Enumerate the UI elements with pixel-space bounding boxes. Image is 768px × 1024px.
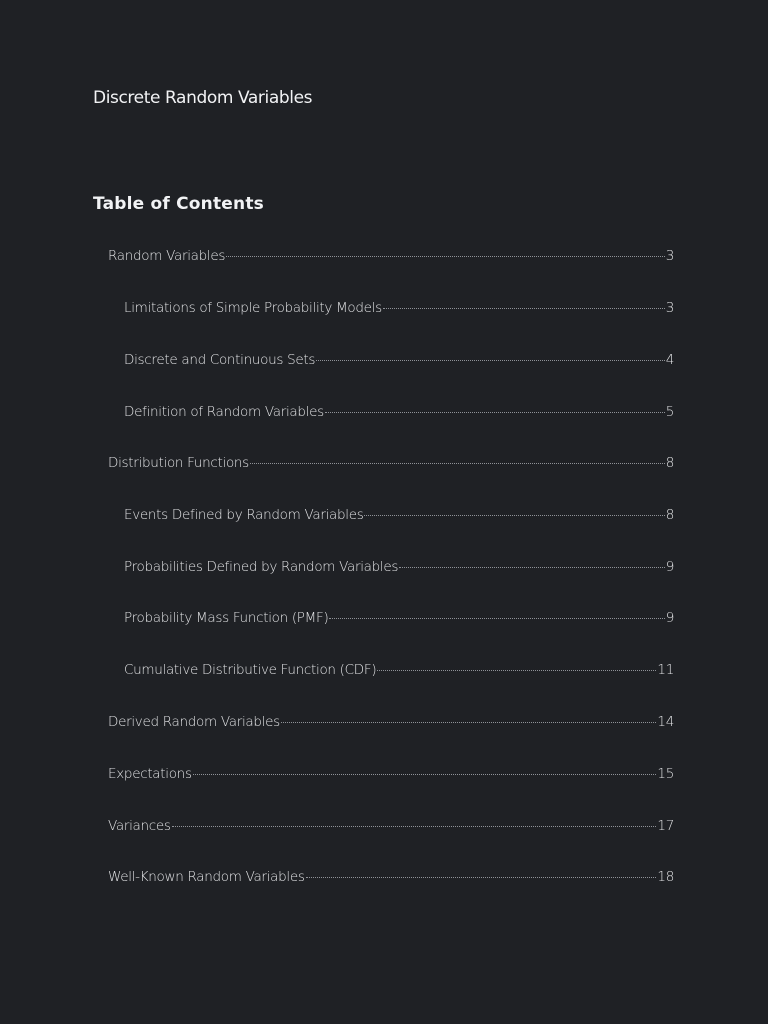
toc-entry-page: 3 <box>665 300 674 316</box>
toc-entry-variances[interactable] <box>108 818 674 838</box>
toc-entry-page: 8 <box>665 507 674 523</box>
toc-dot-leader <box>316 360 665 361</box>
toc-entry-page: 15 <box>657 766 674 782</box>
toc-entry-page: 18 <box>657 869 674 885</box>
toc-entry-cumulative-distributive-function[interactable] <box>124 662 674 682</box>
toc-entry-well-known-random-variables[interactable] <box>108 869 674 889</box>
toc-entry-distribution-functions[interactable] <box>108 455 674 475</box>
toc-entry-label: Derived Random Variables <box>108 714 280 730</box>
toc-entry-label: Probability Mass Function (PMF) <box>124 610 329 626</box>
toc-entry-expectations[interactable] <box>108 766 674 786</box>
toc-entry-probabilities-defined-by-random-variables[interactable] <box>124 559 674 579</box>
toc-dot-leader <box>250 463 665 464</box>
toc-entry-page: 8 <box>665 455 674 471</box>
toc-dot-leader <box>306 877 657 878</box>
toc-dot-leader <box>377 670 656 671</box>
toc-entry-page: 5 <box>665 404 674 420</box>
toc-entry-label: Discrete and Continuous Sets <box>124 352 316 368</box>
toc-dot-leader <box>226 256 665 257</box>
toc-dot-leader <box>329 618 664 619</box>
toc-entry-derived-random-variables[interactable] <box>108 714 674 734</box>
toc-dot-leader <box>383 308 665 309</box>
toc-entry-label: Cumulative Distributive Function (CDF) <box>124 662 377 678</box>
toc-entry-page: 14 <box>657 714 674 730</box>
toc-entry-page: 9 <box>665 610 674 626</box>
toc-entry-label: Distribution Functions <box>108 455 249 471</box>
toc-entry-label: Definition of Random Variables <box>124 404 324 420</box>
toc-entry-discrete-and-continuous-sets[interactable] <box>124 352 674 372</box>
toc-entry-random-variables[interactable] <box>108 248 674 268</box>
toc-entry-page: 17 <box>657 818 674 834</box>
toc-entry-page: 3 <box>665 248 674 264</box>
toc-dot-leader <box>281 722 657 723</box>
toc-entry-label: Probabilities Defined by Random Variables <box>124 559 399 575</box>
toc-entry-limitations-of-simple-probability-models[interactable] <box>124 300 674 320</box>
toc-dot-leader <box>399 567 665 568</box>
toc-entry-label: Limitations of Simple Probability Models <box>124 300 382 316</box>
toc-entry-page: 11 <box>657 662 674 678</box>
toc-entry-definition-of-random-variables[interactable] <box>124 404 674 424</box>
toc-entry-label: Variances <box>108 818 171 834</box>
toc-dot-leader <box>172 826 657 827</box>
toc-entry-label: Well-Known Random Variables <box>108 869 305 885</box>
document-title: Discrete Random Variables <box>93 88 313 108</box>
toc-entry-events-defined-by-random-variables[interactable] <box>124 507 674 527</box>
toc-dot-leader <box>325 412 665 413</box>
toc-entry-label: Events Defined by Random Variables <box>124 507 364 523</box>
toc-dot-leader <box>193 774 657 775</box>
toc-entry-page: 9 <box>665 559 674 575</box>
toc-entry-label: Expectations <box>108 766 192 782</box>
toc-heading: Table of Contents <box>93 194 264 214</box>
toc-entry-probability-mass-function[interactable] <box>124 610 674 630</box>
toc-dot-leader <box>364 515 664 516</box>
toc-entry-page: 4 <box>665 352 674 368</box>
toc-entry-label: Random Variables <box>108 248 226 264</box>
